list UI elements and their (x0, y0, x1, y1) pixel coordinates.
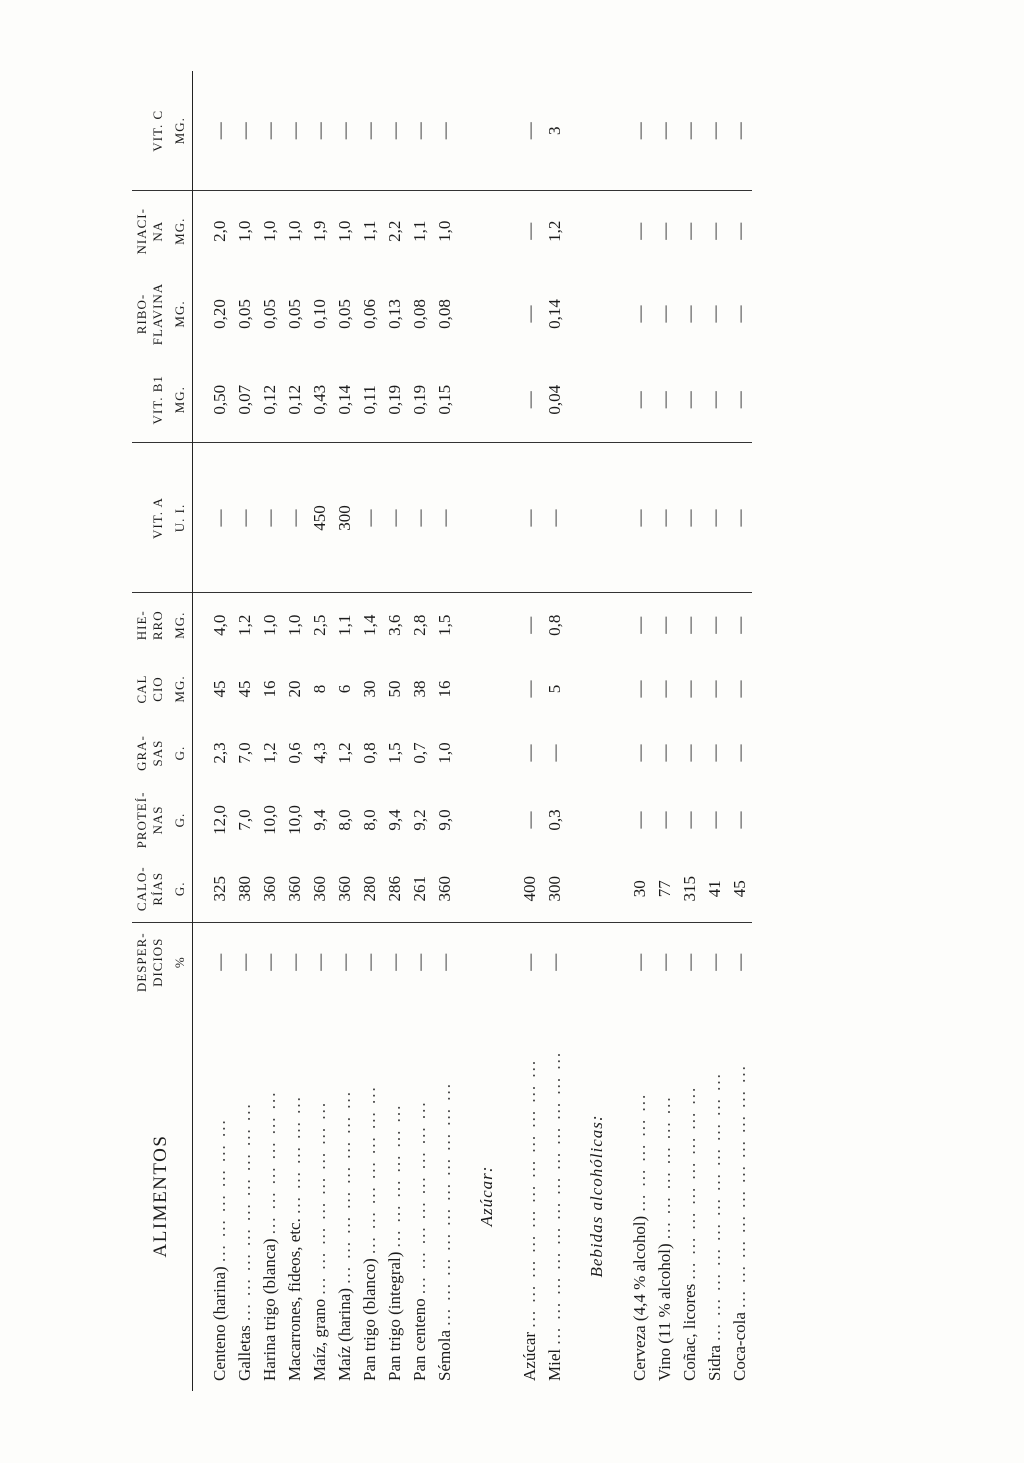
table-row (357, 71, 382, 1391)
cell-calcium: 50 (385, 680, 404, 698)
food-name (702, 1001, 727, 1391)
header-vit-b1: VIT. B1 MG. (132, 357, 193, 443)
leader-dots: ... ... ... ... ... ... (210, 1118, 229, 1263)
food-name (627, 1001, 652, 1391)
section-heading-row (457, 71, 517, 1391)
cell-waste: — (360, 953, 379, 971)
header-calories: CALO- RÍAS G. (132, 855, 193, 923)
cell-vit-a: — (282, 443, 307, 593)
cell-calories: 400 (517, 855, 542, 923)
leader-dots: ... ... ... ... ... ... ... ... (335, 1090, 354, 1284)
cell-fats: — (520, 744, 539, 762)
cell-iron: — (520, 616, 539, 634)
cell-proteins: 0,3 (545, 809, 564, 831)
cell-vit-b1: 0,50 (193, 357, 233, 443)
leader-dots: ... ... ... ... ... ... ... ... ... ... ... (520, 1058, 539, 1328)
table-row (702, 71, 727, 1391)
cell-iron: 4,0 (210, 614, 229, 636)
cell-vit-a: — (257, 443, 282, 593)
cell-vit-b1: 0,12 (257, 357, 282, 443)
cell-vit-c: — (702, 71, 727, 191)
cell-niacin: 1,9 (310, 220, 329, 242)
cell-proteins: — (730, 811, 749, 829)
cell-calcium: 5 (545, 684, 564, 694)
cell-calcium: — (630, 680, 649, 698)
table-row (307, 71, 332, 1391)
cell-proteins: 9,4 (310, 809, 329, 831)
food-name-text: Maíz, grano (310, 1298, 329, 1381)
food-name-text: Vino (11 % alcohol) (655, 1243, 674, 1381)
cell-calories: 360 (307, 855, 332, 923)
cell-waste: — (545, 953, 564, 971)
cell-niacin: 2,0 (210, 220, 229, 242)
cell-waste: — (680, 953, 699, 971)
cell-fats: 7,0 (235, 742, 254, 764)
cell-calcium: 45 (235, 680, 254, 698)
table-row (517, 71, 542, 1391)
cell-vit-a: — (702, 443, 727, 593)
cell-waste: — (260, 953, 279, 971)
header-riboflavin: RIBO- FLAVINA MG. (132, 271, 193, 357)
cell-iron: — (630, 616, 649, 634)
cell-fats: 1,5 (385, 742, 404, 764)
food-name (407, 1001, 432, 1391)
cell-vit-b1: — (677, 357, 702, 443)
cell-iron: 2,5 (310, 614, 329, 636)
cell-vit-a: — (407, 443, 432, 593)
header-fats: GRA- SAS G. (132, 721, 193, 785)
cell-niacin: 2,2 (385, 220, 404, 242)
table-row (232, 71, 257, 1391)
table-row (652, 71, 677, 1391)
cell-calcium: 6 (335, 684, 354, 694)
food-name-text: Sémola (435, 1330, 454, 1381)
cell-fats: — (655, 744, 674, 762)
cell-riboflavin: — (630, 305, 649, 323)
food-name-text: Miel (545, 1348, 564, 1381)
cell-vit-a: — (542, 443, 567, 593)
food-name-text: Pan trigo (blanco) (360, 1258, 379, 1381)
table-row (542, 71, 567, 1391)
food-name (357, 1001, 382, 1391)
cell-fats: — (630, 744, 649, 762)
cell-waste: — (520, 953, 539, 971)
cell-calcium: — (680, 680, 699, 698)
cell-vit-b1: 0,19 (407, 357, 432, 443)
cell-calcium: — (705, 680, 724, 698)
cell-calories: 280 (357, 855, 382, 923)
cell-vit-c: — (627, 71, 652, 191)
cell-niacin: — (655, 222, 674, 240)
leader-dots: ... ... ... ... ... ... ... ... ... ... (730, 1064, 749, 1308)
food-name (257, 1001, 282, 1391)
table-row (193, 71, 233, 1391)
cell-calcium: — (520, 680, 539, 698)
food-name-text: Macarrones, fideos, etc. (285, 1218, 304, 1381)
food-name-text: Coñac, licores (680, 1283, 699, 1381)
cell-riboflavin: 0,05 (235, 299, 254, 329)
cell-calories: 77 (652, 855, 677, 923)
food-name-text: Harina trigo (blanca) (260, 1238, 279, 1381)
leader-dots: ... ... ... ... ... ... ... ... (310, 1100, 329, 1295)
cell-waste: — (630, 953, 649, 971)
table-row (627, 71, 652, 1391)
cell-fats: — (730, 744, 749, 762)
food-name (382, 1001, 407, 1391)
leader-dots: ... ... ... ... ... ... ... ... ... (235, 1102, 254, 1322)
cell-niacin: — (520, 222, 539, 240)
cell-vit-b1: — (517, 357, 542, 443)
section-heading-row (567, 71, 627, 1391)
cell-fats: — (705, 744, 724, 762)
cell-riboflavin: 0,08 (435, 299, 454, 329)
cell-niacin: — (730, 222, 749, 240)
cell-vit-a: — (517, 443, 542, 593)
cell-niacin: 1,0 (235, 220, 254, 242)
cell-vit-c: — (677, 71, 702, 191)
cell-calories: 30 (627, 855, 652, 923)
cell-riboflavin: 0,05 (335, 299, 354, 329)
food-name (432, 1001, 457, 1391)
cell-iron: 1,1 (335, 614, 354, 636)
cell-iron: — (655, 616, 674, 634)
food-name (232, 1001, 257, 1391)
cell-waste: — (705, 953, 724, 971)
cell-riboflavin: 0,10 (310, 299, 329, 329)
leader-dots: ... ... ... ... ... ... ... (360, 1085, 379, 1254)
cell-vit-c: — (232, 71, 257, 191)
food-name (307, 1001, 332, 1391)
table-row (407, 71, 432, 1391)
cell-fats: 0,8 (360, 742, 379, 764)
cell-niacin: 1,2 (545, 220, 564, 242)
cell-vit-b1: 0,11 (357, 357, 382, 443)
header-food: ALIMENTOS (132, 1001, 193, 1391)
cell-vit-c: — (727, 71, 752, 191)
cell-niacin: 1,1 (410, 220, 429, 242)
cell-niacin: 1,0 (285, 220, 304, 242)
cell-riboflavin: 0,20 (210, 299, 229, 329)
cell-riboflavin: 0,14 (545, 299, 564, 329)
table-row (432, 71, 457, 1391)
cell-waste: — (730, 953, 749, 971)
cell-proteins: 9,2 (410, 809, 429, 831)
cell-vit-a: — (232, 443, 257, 593)
header-niacin: NIACI- NA MG. (132, 191, 193, 271)
cell-vit-b1: 0,43 (307, 357, 332, 443)
food-name-text: Coca-cola (730, 1312, 749, 1381)
cell-calcium: 20 (285, 680, 304, 698)
header-iron: HIE- RRO MG. (132, 593, 193, 657)
cell-vit-b1: 0,19 (382, 357, 407, 443)
cell-calories: 360 (257, 855, 282, 923)
table-row (727, 71, 752, 1391)
cell-iron: — (730, 616, 749, 634)
cell-iron: 0,8 (545, 614, 564, 636)
cell-vit-b1: 0,14 (332, 357, 357, 443)
food-name (193, 1001, 233, 1391)
cell-niacin: 1,0 (335, 220, 354, 242)
cell-calories: 325 (193, 855, 233, 923)
food-name-text: Azúcar (520, 1331, 539, 1381)
cell-niacin: 1,1 (360, 220, 379, 242)
cell-proteins: 10,0 (285, 805, 304, 835)
food-name-text: Pan trigo (integral) (385, 1251, 404, 1381)
cell-iron: 2,8 (410, 614, 429, 636)
cell-proteins: — (655, 811, 674, 829)
cell-niacin: — (680, 222, 699, 240)
cell-vit-b1: 0,15 (432, 357, 457, 443)
cell-vit-a: 300 (332, 443, 357, 593)
cell-riboflavin: — (520, 305, 539, 323)
cell-riboflavin: — (680, 305, 699, 323)
cell-vit-c: — (517, 71, 542, 191)
cell-calcium: 16 (260, 680, 279, 698)
cell-calcium: 45 (210, 680, 229, 698)
section-title: Azúcar: (477, 1165, 496, 1227)
cell-waste: — (385, 953, 404, 971)
cell-calcium: 8 (310, 684, 329, 694)
cell-proteins: 9,0 (435, 809, 454, 831)
leader-dots: ... ... ... ... ... ... ... ... ... ... ... (705, 1072, 724, 1341)
cell-proteins: 10,0 (260, 805, 279, 835)
table-row (257, 71, 282, 1391)
cell-calories: 300 (542, 855, 567, 923)
cell-proteins: 8,0 (335, 809, 354, 831)
leader-dots: ... ... ... ... ... ... (260, 1090, 279, 1235)
food-name (727, 1001, 752, 1391)
leader-dots: ... ... ... ... ... ... ... ... ... ... (435, 1082, 454, 1326)
table-header-row (132, 71, 193, 1391)
cell-vit-a: — (727, 443, 752, 593)
cell-iron: 1,4 (360, 614, 379, 636)
cell-waste: — (285, 953, 304, 971)
nutrition-table (132, 71, 752, 1391)
cell-vit-b1: 0,04 (542, 357, 567, 443)
cell-calcium: 30 (360, 680, 379, 698)
cell-vit-a: — (432, 443, 457, 593)
cell-calories: 261 (407, 855, 432, 923)
cell-riboflavin: 0,05 (260, 299, 279, 329)
cell-riboflavin: 0,05 (285, 299, 304, 329)
table-row (677, 71, 702, 1391)
leader-dots: ... ... ... ... ... ... (655, 1095, 674, 1240)
cell-vit-b1: — (702, 357, 727, 443)
cell-fats: 1,2 (260, 742, 279, 764)
leader-dots: ... ... ... ... ... ... ... ... ... ... ... ... (545, 1050, 564, 1345)
cell-vit-c: — (652, 71, 677, 191)
cell-vit-c: — (257, 71, 282, 191)
cell-iron: 1,0 (285, 614, 304, 636)
cell-iron: 1,0 (260, 614, 279, 636)
rotated-table-container (132, 71, 892, 1391)
cell-fats: 1,2 (335, 742, 354, 764)
cell-waste: — (310, 953, 329, 971)
cell-waste: — (435, 953, 454, 971)
cell-iron: 1,2 (235, 614, 254, 636)
cell-riboflavin: — (705, 305, 724, 323)
food-name-text: Cerveza (4,4 % alcohol) (630, 1215, 649, 1381)
cell-riboflavin: 0,08 (410, 299, 429, 329)
cell-vit-b1: 0,07 (232, 357, 257, 443)
cell-fats: 2,3 (210, 742, 229, 764)
cell-iron: — (705, 616, 724, 634)
food-name (332, 1001, 357, 1391)
cell-vit-b1: — (627, 357, 652, 443)
section-title: Bebidas alcohólicas: (587, 1114, 606, 1278)
cell-calories: 380 (232, 855, 257, 923)
cell-vit-a: — (193, 443, 233, 593)
cell-vit-a: — (627, 443, 652, 593)
food-name (542, 1001, 567, 1391)
cell-proteins: 7,0 (235, 809, 254, 831)
food-name (517, 1001, 542, 1391)
food-name-text: Sidra (705, 1345, 724, 1381)
cell-proteins: — (705, 811, 724, 829)
cell-niacin: — (630, 222, 649, 240)
cell-vit-a: — (677, 443, 702, 593)
table-row (332, 71, 357, 1391)
cell-vit-b1: — (727, 357, 752, 443)
cell-niacin: — (705, 222, 724, 240)
cell-fats: 4,3 (310, 742, 329, 764)
leader-dots: ... ... ... ... ... (630, 1092, 649, 1212)
leader-dots: ... ... ... ... ... (285, 1095, 304, 1214)
cell-vit-b1: — (652, 357, 677, 443)
table-body (193, 71, 753, 1391)
food-name (677, 1001, 702, 1391)
cell-proteins: — (630, 811, 649, 829)
cell-vit-c: — (282, 71, 307, 191)
cell-riboflavin: — (655, 305, 674, 323)
cell-vit-c: — (193, 71, 233, 191)
cell-vit-a: — (357, 443, 382, 593)
cell-fats: — (545, 744, 564, 762)
cell-vit-a: — (382, 443, 407, 593)
cell-proteins: 9,4 (385, 809, 404, 831)
cell-riboflavin: 0,13 (385, 299, 404, 329)
cell-riboflavin: 0,06 (360, 299, 379, 329)
cell-calcium: — (730, 680, 749, 698)
header-proteins: PROTEÍ- NAS G. (132, 785, 193, 855)
cell-vit-a: — (652, 443, 677, 593)
cell-iron: 1,5 (435, 614, 454, 636)
cell-vit-c: — (332, 71, 357, 191)
cell-proteins: 8,0 (360, 809, 379, 831)
cell-fats: 0,6 (285, 742, 304, 764)
food-name-text: Centeno (harina) (210, 1266, 229, 1381)
cell-waste: — (210, 953, 229, 971)
cell-calories: 315 (677, 855, 702, 923)
cell-calcium: 16 (435, 680, 454, 698)
cell-calories: 41 (702, 855, 727, 923)
table-row (382, 71, 407, 1391)
cell-calories: 286 (382, 855, 407, 923)
cell-waste: — (235, 953, 254, 971)
header-vit-a: VIT. A U. I. (132, 443, 193, 593)
food-name-text: Galletas (235, 1325, 254, 1381)
cell-proteins: — (680, 811, 699, 829)
cell-iron: — (680, 616, 699, 634)
header-calcium: CAL CIO MG. (132, 657, 193, 721)
cell-vit-b1: 0,12 (282, 357, 307, 443)
cell-calcium: — (655, 680, 674, 698)
cell-iron: 3,6 (385, 614, 404, 636)
leader-dots: ... ... ... ... ... ... (385, 1103, 404, 1248)
cell-niacin: 1,0 (435, 220, 454, 242)
cell-fats: 0,7 (410, 742, 429, 764)
cell-proteins: 12,0 (210, 805, 229, 835)
cell-waste: — (655, 953, 674, 971)
food-name-text: Pan centeno (410, 1298, 429, 1381)
cell-calories: 45 (727, 855, 752, 923)
cell-vit-a: 450 (307, 443, 332, 593)
cell-waste: — (410, 953, 429, 971)
cell-fats: — (680, 744, 699, 762)
cell-vit-c: — (407, 71, 432, 191)
cell-riboflavin: — (730, 305, 749, 323)
cell-calcium: 38 (410, 680, 429, 698)
cell-vit-c: — (382, 71, 407, 191)
header-vit-c: VIT. C MG. (132, 71, 193, 191)
cell-vit-c: — (432, 71, 457, 191)
header-waste: DESPER- DICIOS % (132, 923, 193, 1001)
cell-niacin: 1,0 (260, 220, 279, 242)
cell-calories: 360 (332, 855, 357, 923)
cell-fats: 1,0 (435, 742, 454, 764)
cell-calories: 360 (282, 855, 307, 923)
cell-vit-c: — (307, 71, 332, 191)
leader-dots: ... ... ... ... ... ... ... ... (680, 1085, 699, 1280)
leader-dots: ... ... ... ... ... ... ... ... (410, 1100, 429, 1295)
cell-waste: — (335, 953, 354, 971)
food-name (282, 1001, 307, 1391)
cell-calories: 360 (432, 855, 457, 923)
table-row (282, 71, 307, 1391)
cell-vit-c: — (357, 71, 382, 191)
food-name-text: Maíz (harina) (335, 1288, 354, 1381)
food-name (652, 1001, 677, 1391)
cell-proteins: — (520, 811, 539, 829)
cell-vit-c: 3 (542, 71, 567, 191)
